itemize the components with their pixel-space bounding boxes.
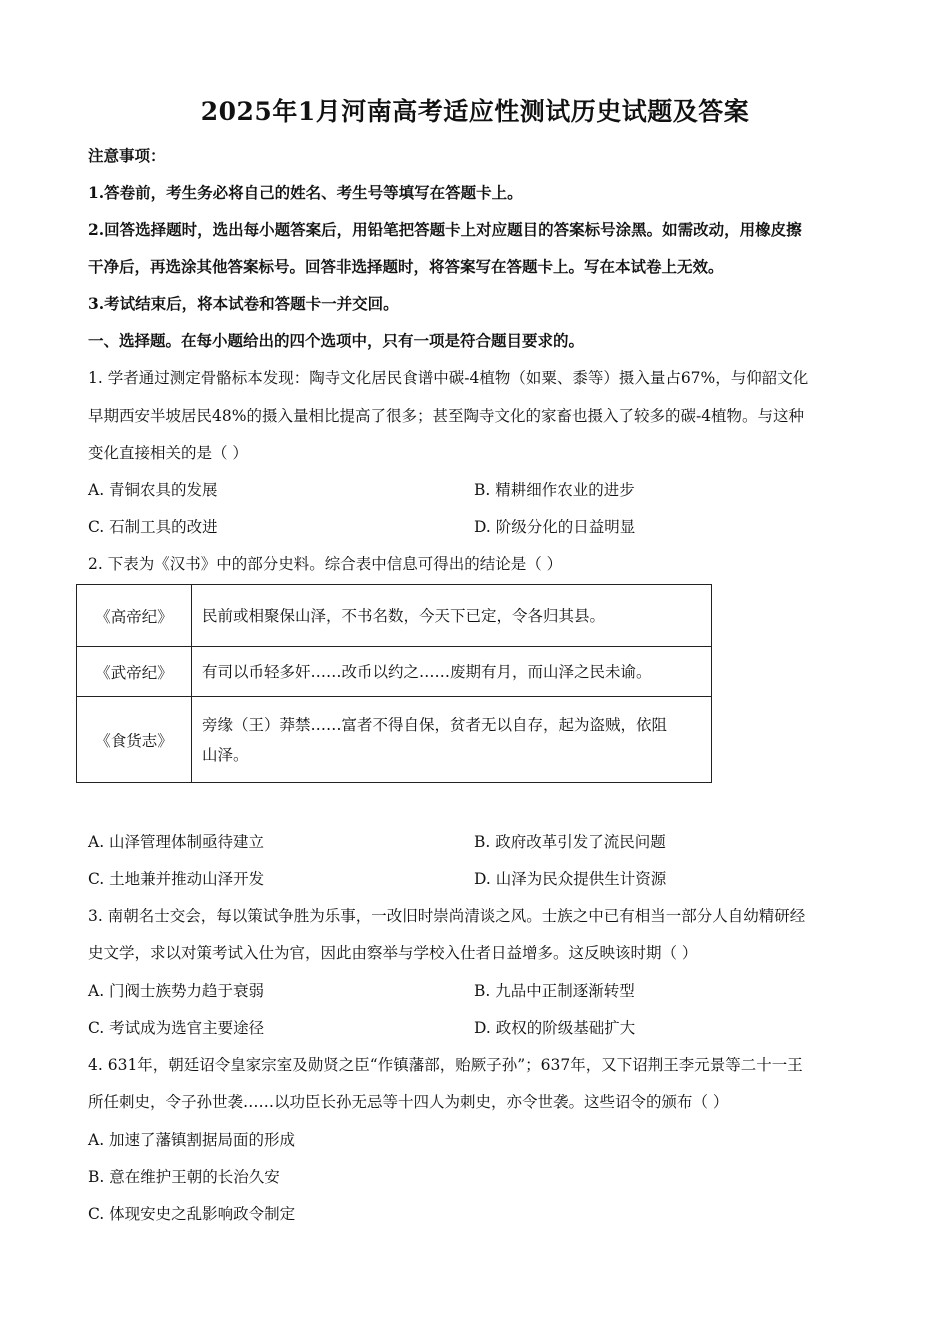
question-4-option-a[interactable]: A. 加速了藩镇割据局面的形成 xyxy=(88,1131,296,1149)
question-1-stem: 变化直接相关的是（ ） xyxy=(88,444,248,462)
question-2-option-b[interactable]: B. 政府改革引发了流民问题 xyxy=(474,833,666,851)
table-row xyxy=(77,647,712,697)
table-source-cell: 《高帝纪》 xyxy=(77,585,192,647)
question-3-stem: 3. 南朝名士交会，每以策试争胜为乐事，一改旧时崇尚清谈之风。士族之中已有相当一部分人自幼精研经 xyxy=(88,907,806,925)
question-4-option-b[interactable]: B. 意在维护王朝的长治久安 xyxy=(88,1168,280,1186)
question-2-option-a[interactable]: A. 山泽管理体制亟待建立 xyxy=(88,833,265,851)
page-title: 2025年1月河南高考适应性测试历史试题及答案 xyxy=(200,97,750,126)
question-1-stem: 1. 学者通过测定骨骼标本发现：陶寺文化居民食谱中碳-4植物（如粟、黍等）摄入量占67%，与仰韶文化 xyxy=(88,369,809,387)
table-text-cell: 有司以币轻多奸……改币以约之……废期有月，而山泽之民未谕。 xyxy=(192,647,712,697)
notice-item: 2.回答选择题时，选出每小题答案后，用铅笔把答题卡上对应题目的答案标号涂黑。如需改动，用橡皮擦 xyxy=(88,220,802,239)
source-table xyxy=(76,584,712,783)
question-1-option-c[interactable]: C. 石制工具的改进 xyxy=(88,518,218,536)
question-3-option-c[interactable]: C. 考试成为选官主要途径 xyxy=(88,1019,265,1037)
question-3-option-b[interactable]: B. 九品中正制逐渐转型 xyxy=(474,982,635,1000)
question-3-option-a[interactable]: A. 门阀士族势力趋于衰弱 xyxy=(88,982,265,1000)
question-4-stem: 4. 631年，朝廷诏令皇家宗室及勋贤之臣“作镇藩部，贻厥子孙”；637年，又下诏荆王李元景等二十一王 xyxy=(88,1056,803,1074)
question-1-option-a[interactable]: A. 青铜农具的发展 xyxy=(88,481,218,499)
notice-heading: 注意事项： xyxy=(88,146,166,165)
question-3-option-d[interactable]: D. 政权的阶级基础扩大 xyxy=(474,1019,636,1037)
question-1-option-b[interactable]: B. 精耕细作农业的进步 xyxy=(474,481,635,499)
table-text-cell: 民前或相聚保山泽，不书名数，今天下已定，令各归其县。 xyxy=(192,585,712,647)
table-source-cell: 《食货志》 xyxy=(77,697,192,783)
question-2-option-d[interactable]: D. 山泽为民众提供生计资源 xyxy=(474,870,667,888)
question-4-stem: 所任刺史，令子孙世袭……以功臣长孙无忌等十四人为刺史，亦令世袭。这些诏令的颁布（ ） xyxy=(88,1093,729,1111)
question-4-option-c[interactable]: C. 体现安史之乱影响政令制定 xyxy=(88,1205,296,1223)
table-row xyxy=(77,697,712,783)
question-1-option-d[interactable]: D. 阶级分化的日益明显 xyxy=(474,518,636,536)
question-3-stem: 史文学，求以对策考试入仕为官，因此由察举与学校入仕者日益增多。这反映该时期（ ） xyxy=(88,944,698,962)
table-text-line: 山泽。 xyxy=(202,745,249,764)
notice-item: 1.答卷前，考生务必将自己的姓名、考生号等填写在答题卡上。 xyxy=(88,183,523,202)
table-text-cell xyxy=(192,697,712,783)
notice-item: 3.考试结束后，将本试卷和答题卡一并交回。 xyxy=(88,294,399,313)
question-2-stem: 2. 下表为《汉书》中的部分史料。综合表中信息可得出的结论是（ ） xyxy=(88,555,563,573)
table-source-cell: 《武帝纪》 xyxy=(77,647,192,697)
notice-item: 干净后，再选涂其他答案标号。回答非选择题时，将答案写在答题卡上。写在本试卷上无效。 xyxy=(88,257,724,276)
question-1-stem: 早期西安半坡居民48%的摄入量相比提高了很多；甚至陶寺文化的家畜也摄入了较多的碳-4植物。与这种 xyxy=(88,407,805,425)
table-text-line: 旁缘（王）莽禁……富者不得自保，贫者无以自存，起为盗贼，依阻 xyxy=(202,715,668,734)
question-2-option-c[interactable]: C. 土地兼并推动山泽开发 xyxy=(88,870,265,888)
section-heading: 一、选择题。在每小题给出的四个选项中，只有一项是符合题目要求的。 xyxy=(88,331,585,350)
table-row xyxy=(77,585,712,647)
